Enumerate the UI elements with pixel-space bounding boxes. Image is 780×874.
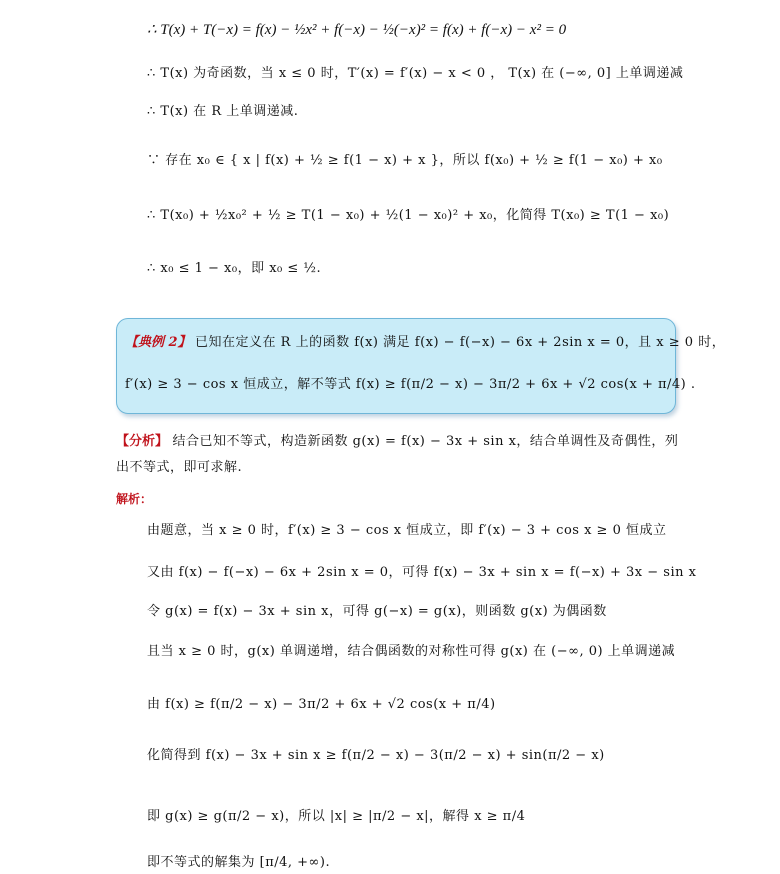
example-line-1: 【典例 2】 已知在定义在 R 上的函数 f(x) 满足 f(x) − f(−x) − 6x + 2sin x = 0，且 x ≥ 0 时， bbox=[125, 335, 726, 350]
solution-label: 解析： bbox=[116, 492, 153, 506]
proof-line-2: ∴ T(x) 为奇函数，当 x ≤ 0 时，T′(x) = f′(x) − x < 0 ， T(x) 在 (−∞, 0] 上单调递减 bbox=[147, 66, 684, 81]
solution-line-6: 化简得到 f(x) − 3x + sin x ≥ f(π/2 − x) − 3(π/2 − x) + sin(π/2 − x) bbox=[147, 748, 605, 763]
proof-line-3: ∴ T(x) 在 R 上单调递减. bbox=[147, 104, 299, 119]
analysis-line-1: 【分析】 结合已知不等式，构造新函数 g(x) = f(x) − 3x + sin x，结合单调性及奇偶性，列 bbox=[116, 434, 679, 449]
solution-line-8: 即不等式的解集为 [π/4, +∞). bbox=[147, 855, 331, 870]
proof-line-4: ∵ 存在 x₀ ∈ { x | f(x) + ½ ≥ f(1 − x) + x }，所以 f(x₀) + ½ ≥ f(1 − x₀) + x₀ bbox=[147, 153, 663, 168]
proof-line-6: ∴ x₀ ≤ 1 − x₀，即 x₀ ≤ ½. bbox=[147, 261, 322, 276]
analysis-tag: 【分析】 bbox=[116, 434, 169, 449]
solution-line-7: 即 g(x) ≥ g(π/2 − x)，所以 |x| ≥ |π/2 − x|，解得 x ≥ π/4 bbox=[147, 809, 526, 824]
solution-line-5: 由 f(x) ≥ f(π/2 − x) − 3π/2 + 6x + √2 cos(x + π/4) bbox=[147, 697, 496, 712]
proof-line-5: ∴ T(x₀) + ½x₀² + ½ ≥ T(1 − x₀) + ½(1 − x₀)² + x₀，化简得 T(x₀) ≥ T(1 − x₀) bbox=[147, 208, 670, 223]
example-line-2: f′(x) ≥ 3 − cos x 恒成立，解不等式 f(x) ≥ f(π/2 − x) − 3π/2 + 6x + √2 cos(x + π/4) . bbox=[125, 377, 696, 392]
solution-line-1: 由题意，当 x ≥ 0 时，f′(x) ≥ 3 − cos x 恒成立，即 f′(x) − 3 + cos x ≥ 0 恒成立 bbox=[147, 523, 667, 538]
example-box bbox=[116, 318, 726, 414]
proof-line-1: ∴ T(x) + T(−x) = f(x) − ½x² + f(−x) − ½(−x)² = f(x) + f(−x) − x² = 0 bbox=[147, 22, 567, 38]
example-tag: 【典例 2】 bbox=[125, 335, 191, 350]
solution-line-3: 令 g(x) = f(x) − 3x + sin x，可得 g(−x) = g(x)，则函数 g(x) 为偶函数 bbox=[147, 604, 607, 619]
solution-line-2: 又由 f(x) − f(−x) − 6x + 2sin x = 0，可得 f(x) − 3x + sin x = f(−x) + 3x − sin x bbox=[147, 565, 697, 580]
solution-line-4: 且当 x ≥ 0 时，g(x) 单调递增，结合偶函数的对称性可得 g(x) 在 (−∞, 0) 上单调递减 bbox=[147, 644, 676, 659]
analysis-line-2: 出不等式，即可求解. bbox=[116, 460, 243, 475]
